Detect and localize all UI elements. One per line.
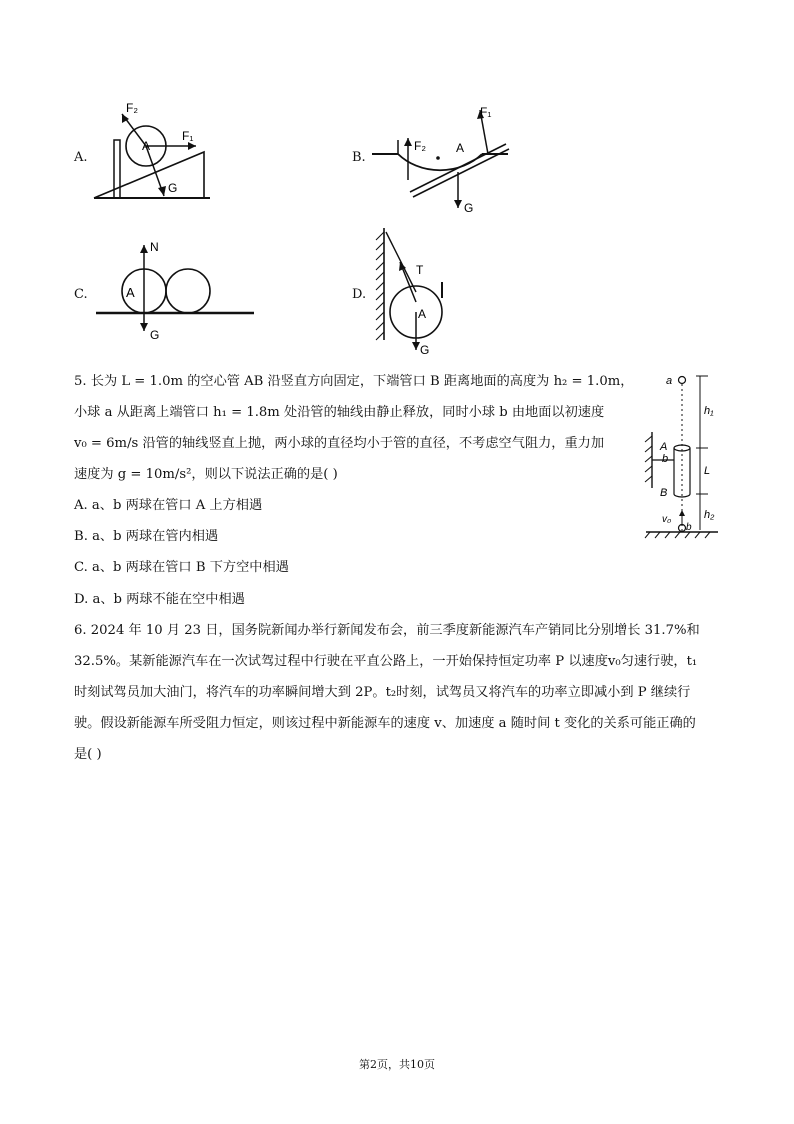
q5-option-b: B. a、b 两球在管内相遇 (74, 529, 219, 544)
label-f2: F₂ (414, 139, 426, 153)
label-g: G (168, 181, 178, 195)
label-v0: v₀ (662, 514, 672, 525)
label-h1: h₁ (704, 405, 714, 417)
label-g: G (464, 201, 474, 215)
label-f1: F₁ (182, 129, 194, 143)
label-n: N (150, 240, 159, 254)
label-a: A (142, 139, 151, 153)
option-d-diagram (372, 222, 482, 362)
label-a: A (456, 141, 465, 155)
option-a-label: A. (74, 150, 88, 165)
q5-line-4: 速度为 g = 10m/s²，则以下说法正确的是( ) (74, 467, 338, 482)
q5-line-1: 5. 长为 L = 1.0m 的空心管 AB 沿竖直方向固定，下端管口 B 距离地面的高度为 h₂ = 1.0m， (74, 374, 634, 389)
q5-line-2: 小球 a 从距离上端管口 h₁ = 1.8m 处沿管的轴线由静止释放，同时小球 b 由地面以初速度 (74, 405, 605, 420)
label-l: L (704, 465, 711, 477)
q5-option-a: A. a、b 两球在管口 A 上方相遇 (74, 498, 263, 513)
q5-option-d: D. a、b 两球不能在空中相遇 (74, 592, 245, 607)
label-a: A (418, 307, 427, 321)
label-tube-a: A (660, 441, 668, 453)
label-g: G (150, 328, 160, 342)
option-d-label: D. (352, 287, 367, 302)
option-c-label: C. (74, 287, 88, 302)
q5-option-c: C. a、b 两球在管口 B 下方空中相遇 (74, 560, 289, 575)
q6-line-1: 6. 2024 年 10 月 23 日，国务院新闻办举行新闻发布会，前三季度新能源汽车产销同比分别增长 31.7%和 (74, 623, 700, 638)
option-b-diagram (370, 100, 520, 215)
label-h2: h₂ (704, 509, 715, 521)
label-g: G (420, 343, 430, 357)
label-f2: F₂ (126, 101, 138, 115)
q6-line-3: 时刻试驾员加大油门，将汽车的功率瞬间增大到 2P。t₂时刻，试驾员又将汽车的功率立即减小到 P 继续行 (74, 685, 691, 700)
label-tube-b: B (660, 487, 668, 499)
q6-line-2: 32.5%。某新能源汽车在一次试驾过程中行驶在平直公路上，一开始保持恒定功率 P 以速度v₀匀速行驶，t₁ (74, 654, 698, 669)
label-a-ball: a (666, 375, 673, 387)
option-a-diagram (92, 100, 212, 210)
label-b-ball: b (662, 453, 669, 465)
label-b-ground: b (686, 522, 692, 533)
page-footer: 第2页，共10页 (359, 1058, 435, 1071)
label-f1: F₁ (480, 105, 492, 119)
option-c-diagram (92, 235, 262, 345)
q5-line-3: v₀ = 6m/s 沿管的轴线竖直上抛，两小球的直径均小于管的直径，不考虑空气阻力，重力加 (74, 436, 605, 451)
q6-line-5: 是( ) (74, 747, 102, 762)
label-a: A (126, 285, 135, 300)
q5-tube-diagram (642, 372, 732, 542)
option-b-label: B. (352, 150, 366, 165)
label-t: T (416, 263, 424, 277)
q6-line-4: 驶。假设新能源车所受阻力恒定，则该过程中新能源车的速度 v、加速度 a 随时间 t 变化的关系可能正确的 (74, 716, 696, 731)
